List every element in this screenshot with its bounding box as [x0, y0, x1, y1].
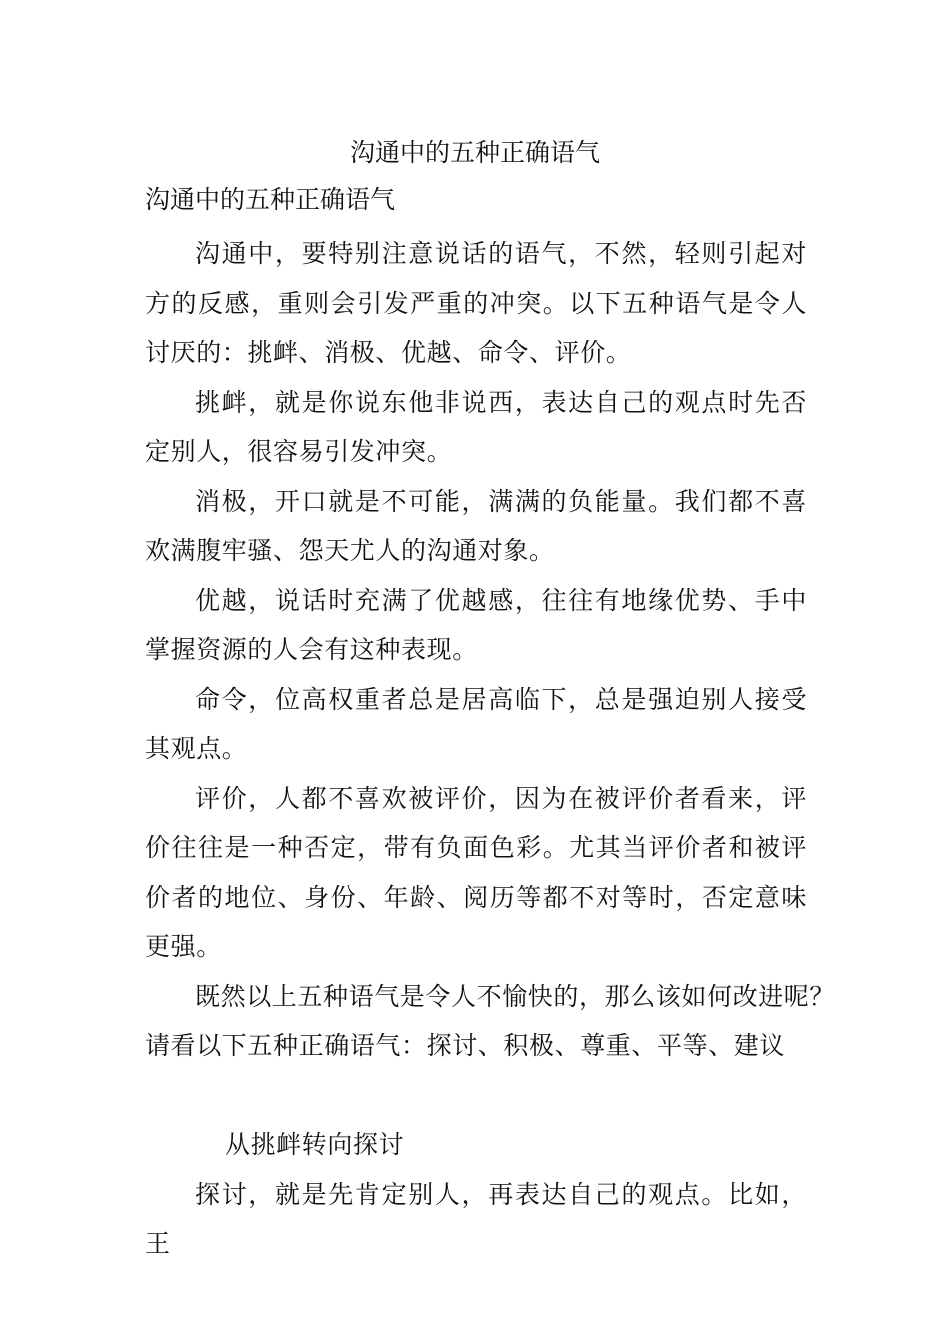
page-title: 沟通中的五种正确语气 [349, 138, 600, 167]
document-subtitle: 沟通中的五种正确语气 [145, 185, 396, 214]
document-body [145, 229, 836, 1269]
paragraph-provocation: 挑衅，就是你说东他非说西，表达自己的观点时先否定别人，很容易引发冲突。 [145, 387, 807, 466]
paragraph-negativity: 消极，开口就是不可能，满满的负能量。我们都不喜欢满腹牢骚、怨天尤人的沟通对象。 [145, 486, 807, 565]
paragraph-discussion: 探讨，就是先肯定别人，再表达自己的观点。比如，王 [145, 1179, 807, 1258]
paragraph-superiority: 优越，说话时充满了优越感，往往有地缘优势、手中掌握资源的人会有这种表现。 [145, 585, 807, 664]
paragraph-transition: 既然以上五种语气是令人不愉快的，那么该如何改进呢？请看以下五种正确语气：探讨、积极、尊重、平等、建议 [145, 981, 836, 1060]
paragraph-intro: 沟通中，要特别注意说话的语气，不然，轻则引起对方的反感，重则会引发严重的冲突。以下五种语气是令人讨厌的：挑衅、消极、优越、命令、评价。 [145, 239, 807, 367]
section-heading: 从挑衅转向探讨 [225, 1130, 405, 1159]
blank-line [145, 1071, 807, 1121]
paragraph-command: 命令，位高权重者总是居高临下，总是强迫别人接受其观点。 [145, 684, 807, 763]
paragraph-evaluation: 评价，人都不喜欢被评价，因为在被评价者看来，评价往往是一种否定，带有负面色彩。尤其当评价者和被评价者的地位、身份、年龄、阅历等都不对等时，否定意味更强。 [145, 783, 807, 961]
